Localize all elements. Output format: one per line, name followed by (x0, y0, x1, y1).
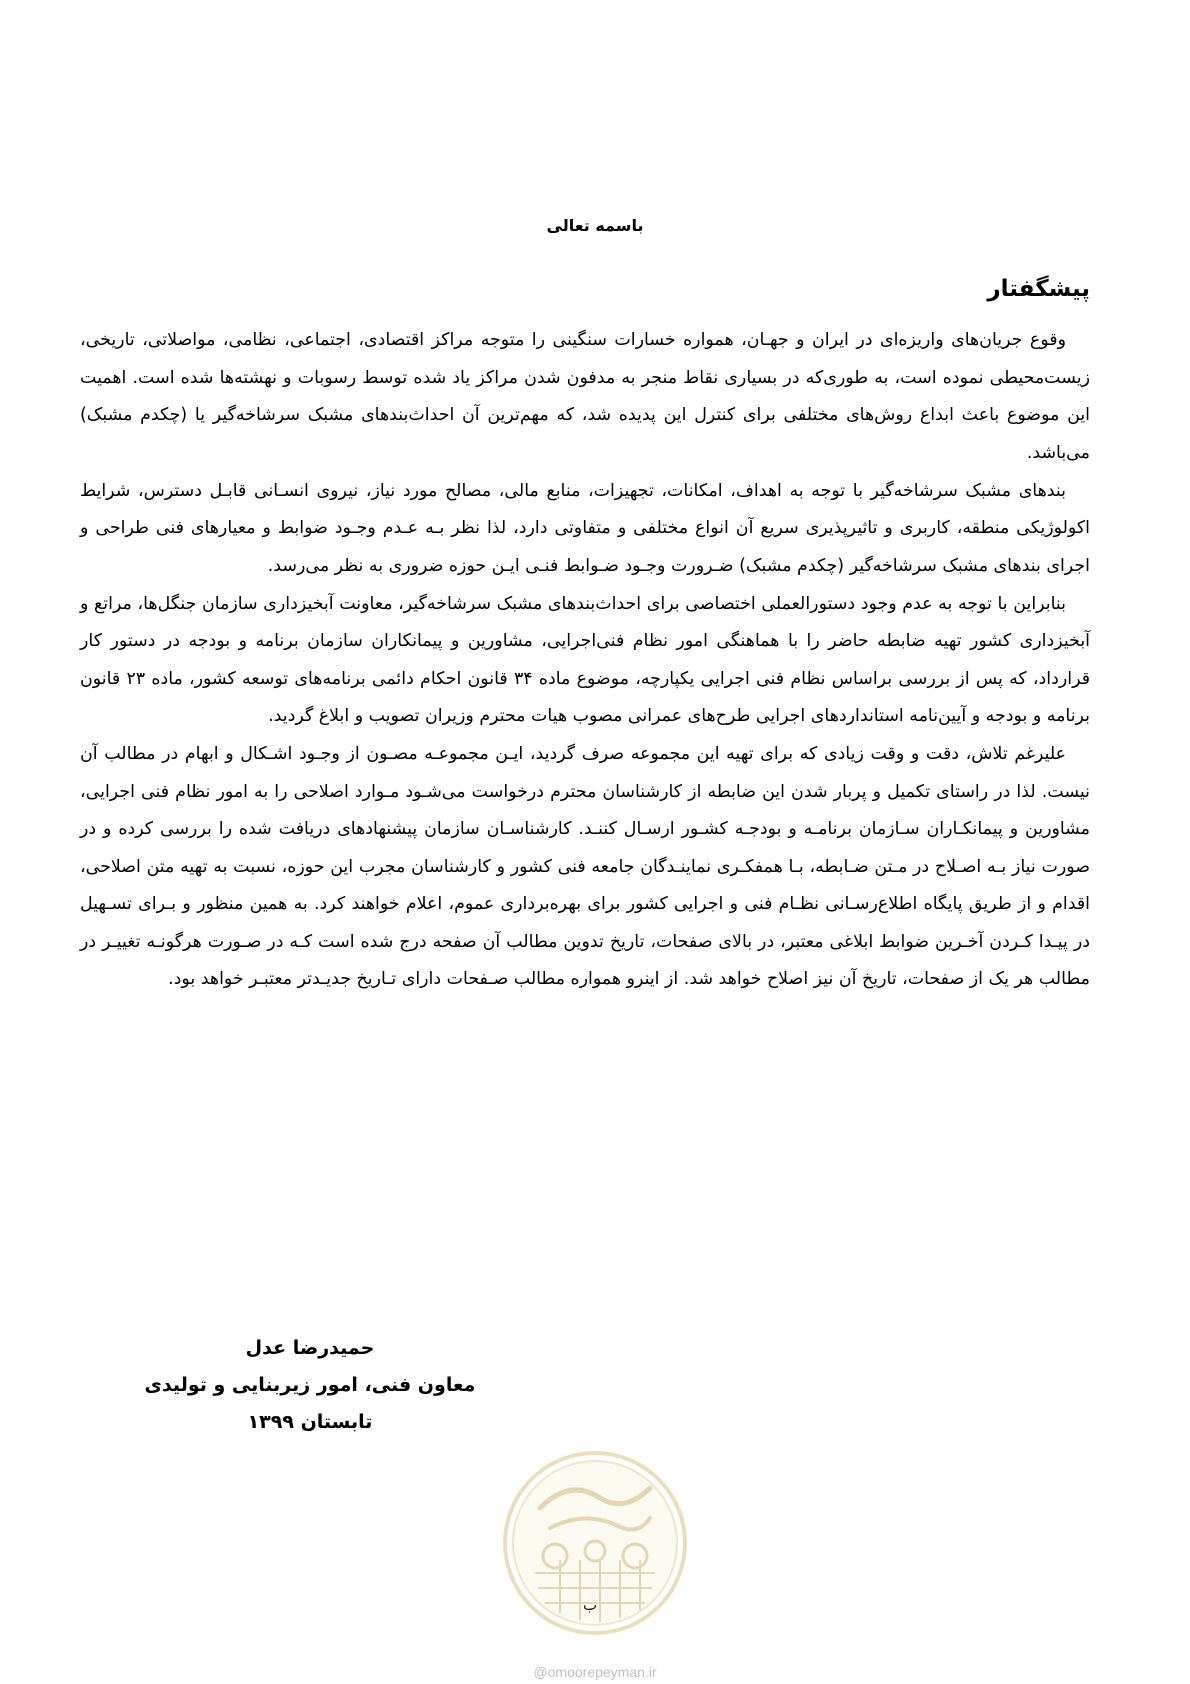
signature-block (140, 1330, 480, 1441)
paragraph-1: وقوع جریان‌های واریزه‌ای در ایران و جهـان، همواره خسارات سنگینی را متوجه مراکز اقتصادی، اجتماعی، نظامی، مواصلاتی، تاریخی، زیست‌محیطی نموده است، به طوری‌که در بسیاری نقاط منجر به مدفون شدن مراکز یاد شده توسط رسوبات و نهشته‌ها شده است. اهمیت این موضوع باعث ابداع روش‌های مختلفی برای کنترل این پدیده شد، که مهم‌ترین آن احداث‌بندهای مشبک سرشاخه‌گیر یا (چکدم مشبک) می‌باشد. (80, 330, 1090, 463)
page-title: پیشگفتار (987, 276, 1090, 302)
paragraph-4: علیرغم تلاش، دقت و وقت زیادی که برای تهیه این مجموعه صرف گردید، ایـن مجموعـه مصـون از وجـود اشـکال و ابهام در مطالب آن نیست. لذا در راستای تکمیل و پربار شدن این ضابطه از کارشناسان محترم درخواست می‌شـود مـوارد اصلاحی را به امور نظام فنی اجرایی، مشاورین و پیمانکـاران سـازمان برنامـه و بودجـه کشـور ارسـال کننـد. کارشناسـان سازمان پیشنهادهای دریافت شده را بررسی کرده و در صورت نیاز بـه اصـلاح در مـتن ضـابطه، بـا همفکـری نماینـدگان جامعه فنی کشور و کارشناسان مجرب این حوزه، نسبت به تهیه متن اصلاحی، اقدام و از طریق پایگاه اطلاع‌رسـانی نظـام فنی و اجرایی کشور برای بهره‌برداری عموم، اعلام خواهند کرد. به همین منظور و بـرای تسـهیل در پیـدا کـردن آخـرین ضوابط ابلاغی معتبر، در بالای صفحات، تاریخ تدوین مطالب آن صفحه درج شده است کـه در صـورت هرگونـه تغییـر در مطالب هر یک از صفحات، تاریخ آن نیز اصلاح خواهد شد. از اینرو همواره مطالب صـفحات دارای تـاریخ جدیـدتر معتبـر خواهد بود. (80, 744, 1090, 989)
signatory-name: حمیدرضا عدل (245, 1337, 375, 1359)
basmala-heading: باسمه تعالی (546, 216, 644, 235)
body-text (80, 322, 1090, 999)
paragraph-3: بنابراین با توجه به عدم وجود دستورالعملی اختصاصی برای احداث‌بندهای مشبک سرشاخه‌گیر، معاونت آبخیزداری سازمان جنگل‌ها، مراتع و آبخیزداری کشور تهیه ضابطه حاضر را با هماهنگی امور نظام فنی‌اجرایی، مشاورین و پیمانکاران سازمان برنامه و بودجه در دستور کار قرارداد، که پس از بررسی براساس نظام فنی اجرایی یکپارچه، موضوع ماده ۳۴ قانون احکام دائمی برنامه‌های توسعه کشور، ماده ۲۳ قانون برنامه و بودجه و آیین‌نامه استانداردهای اجرایی طرح‌های عمرانی مصوب هیات محترم وزیران تصویب و ابلاغ گردید. (80, 593, 1091, 726)
paragraph-2: بندهای مشبک سرشاخه‌گیر با توجه به اهداف، امکانات، تجهیزات، منابع مالی، مصالح مورد نیاز، نیروی انسـانی قابـل دسترس، شرایط اکولوژیکی منطقه، کاربری و تاثیرپذیری سریع آن انواع مختلفی و متفاوتی دارد، لذا نظر بـه عـدم وجـود ضوابط و معیارهای فنی طراحی و اجرای بندهای مشبک سرشاخه‌گیر (چکدم مشبک) ضـرورت وجـود ضـوابط فنـی ایـن حوزه ضروری به نظر می‌رسد. (80, 480, 1090, 576)
signatory-position: معاون فنی، امور زیربنایی و تولیدی (144, 1374, 476, 1396)
website-watermark: @omoorepeyman.ir (533, 1664, 657, 1680)
signature-date: تابستان ۱۳۹۹ (247, 1411, 373, 1433)
page-number: ب (583, 1596, 598, 1614)
